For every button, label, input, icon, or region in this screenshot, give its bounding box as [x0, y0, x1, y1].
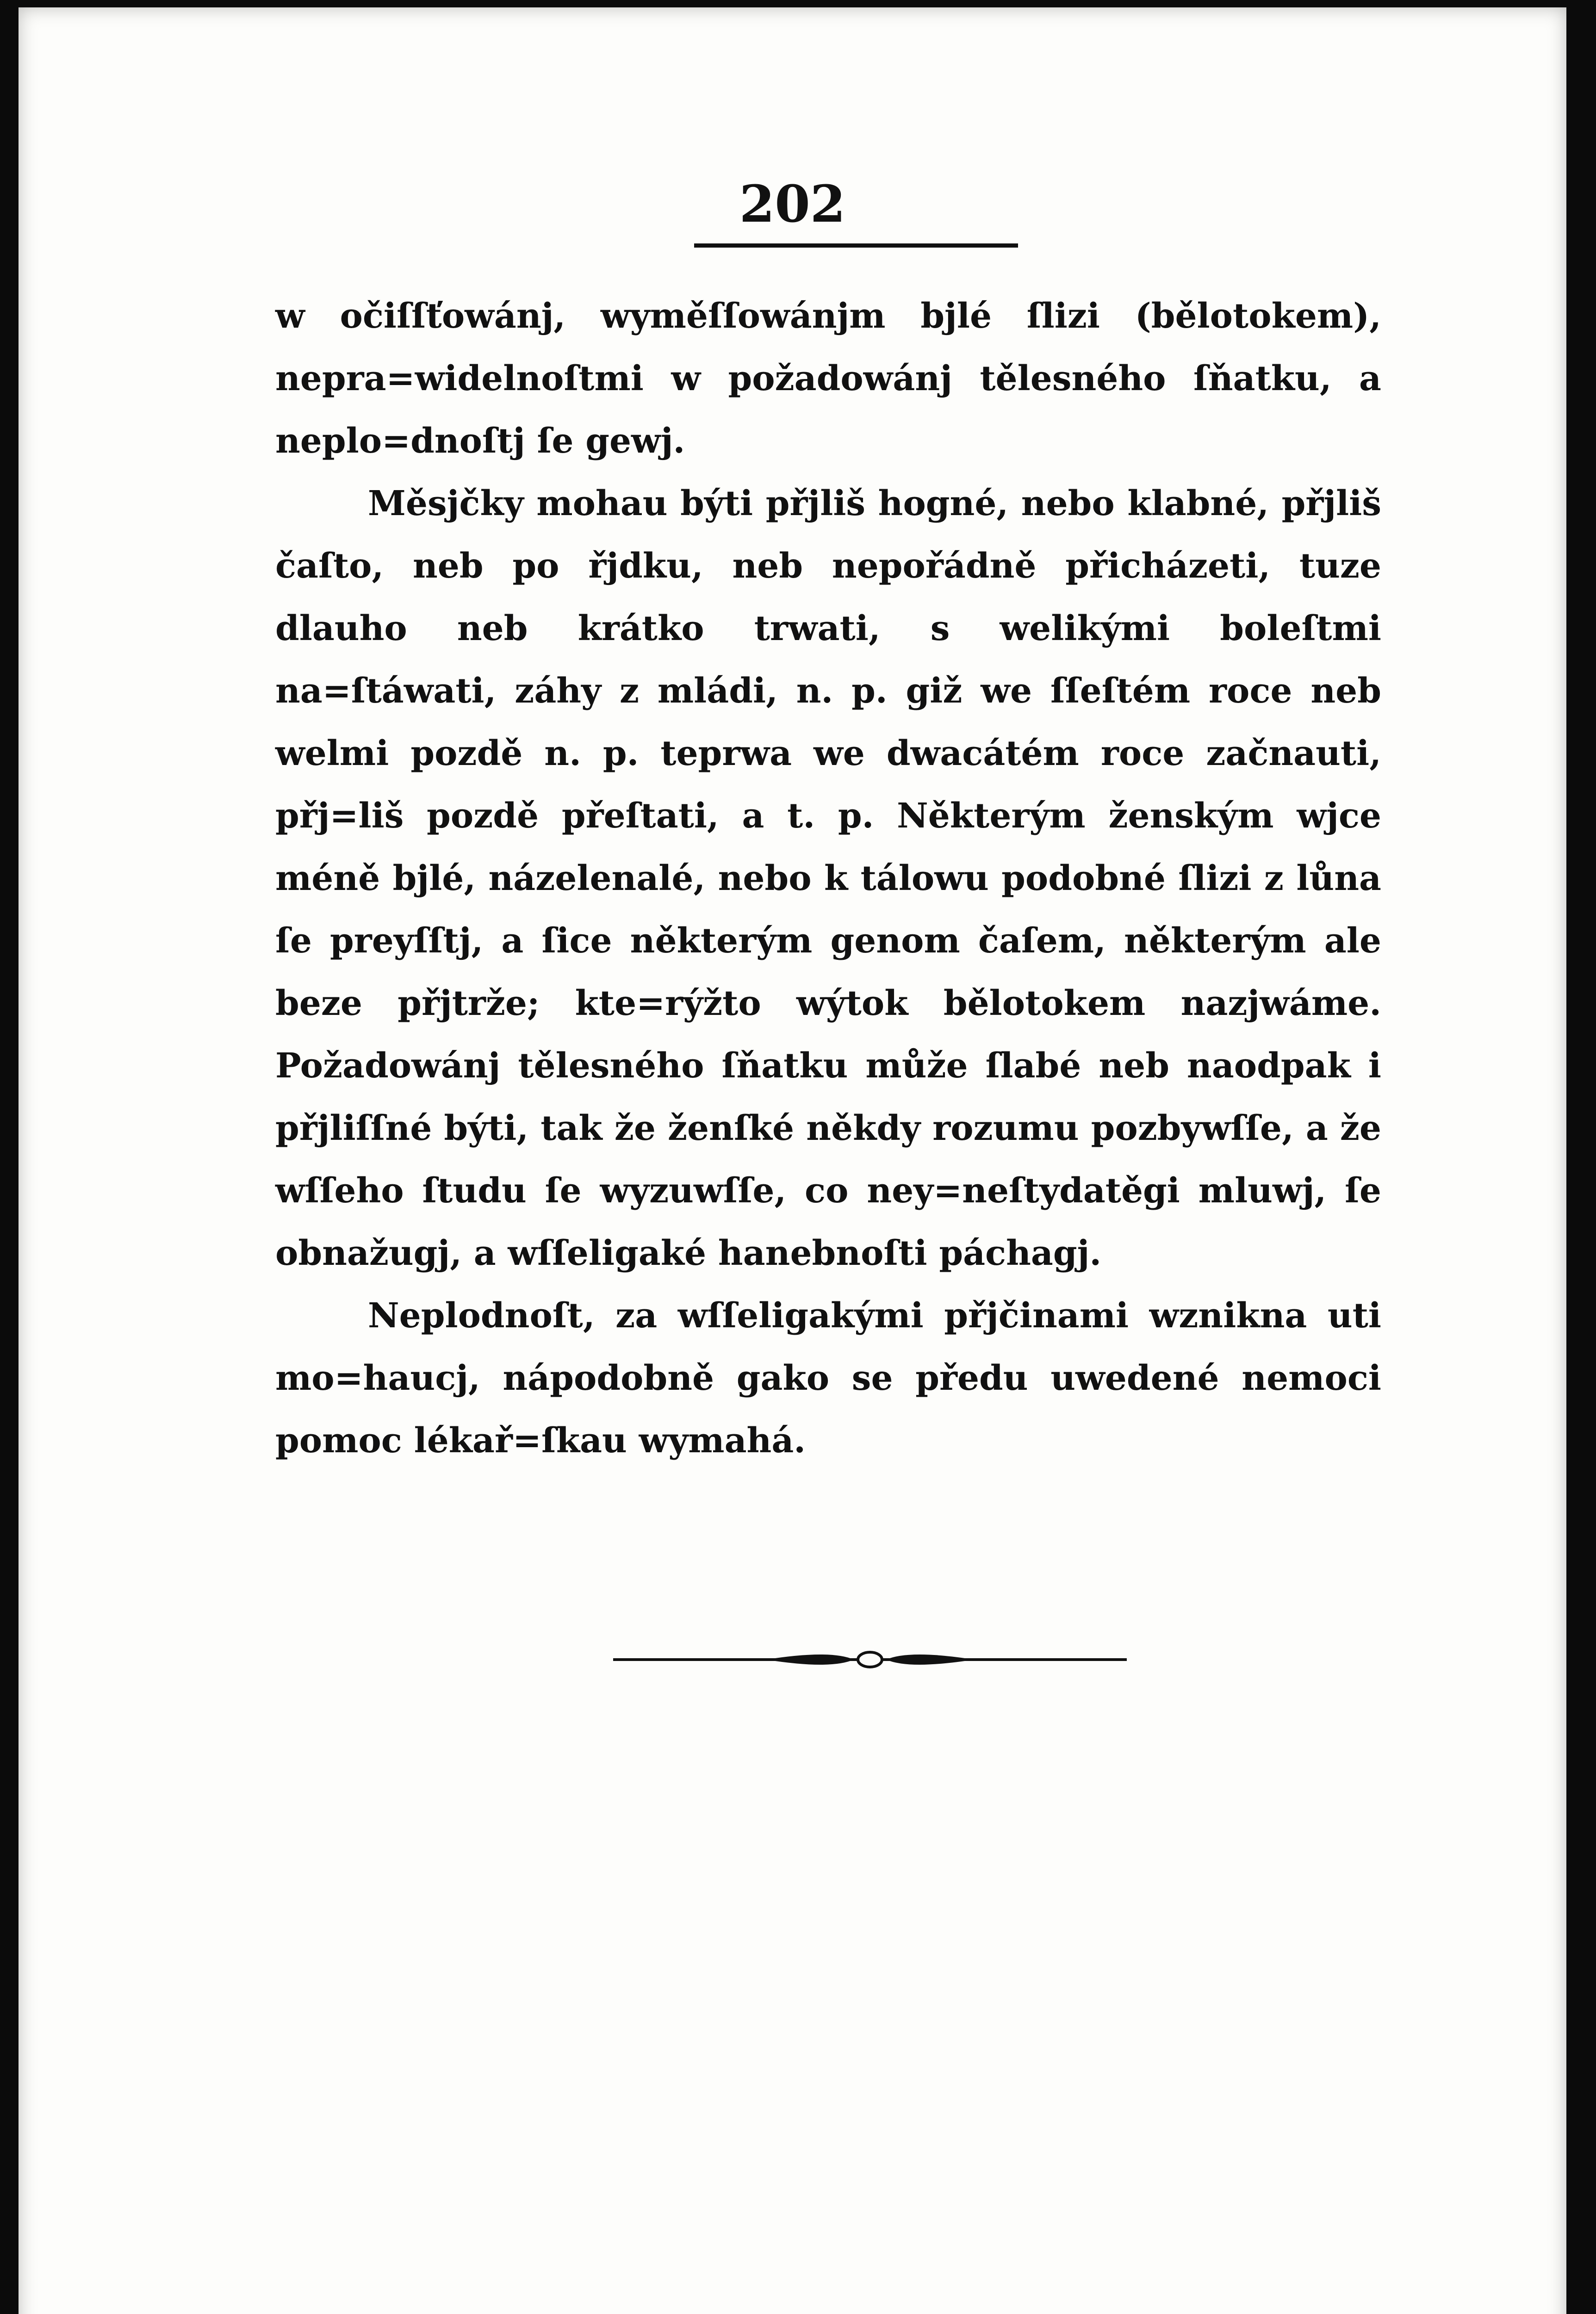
header-rule	[694, 243, 1018, 248]
body-text	[275, 285, 1381, 1472]
page-number: 202	[739, 174, 846, 234]
book-page	[19, 7, 1566, 2314]
paragraph-2: Měsjčky mohau býti přjliš hogné, nebo klabné, přjliš čaſto, neb po řjdku, neb nepořádně přicházeti, tuze dlauho neb krátko trwati, s welikými boleſtmi na=ſtáwati, záhy z mládi, n. p. giž we ſſeſtém roce neb welmi pozdě n. p. teprwa we dwacátém roce začnauti, přj=liš pozdě přeſtati, a t. p. Některým ženským wjce méně bjlé, názelenalé, nebo k tálowu podobné ſlizi z lůna ſe preyſſtj, a ſice některým genom čaſem, některým ale beze přjtrže; kte=rýžto wýtok bělotokem nazjwáme. Požadowánj tělesného ſňatku může ſlabé neb naodpak i přjliſſné býti, tak že ženſké někdy rozumu pozbywſſe, a že wſſeho ſtudu ſe wyzuwſſe, co ney=neſtydatěgi mluwj, ſe obnažugj, a wſſeligaké hanebnoſti páchagj.	[275, 484, 1381, 1273]
end-ornament	[613, 1646, 1127, 1673]
paragraph-3: Neplodnoſt, za wſſeligakými přjčinami wznikna uti mo=haucj, nápodobně gako se předu uwedené nemoci pomoc lékař=ſkau wymahá.	[275, 1296, 1381, 1461]
paragraph-1: w očiſſťowánj, wyměſſowánjm bjlé ſlizi (bělotokem), nepra=widelnoſtmi w požadowánj tělesného ſňatku, a neplo=dnoſtj ſe gewj.	[275, 296, 1381, 461]
